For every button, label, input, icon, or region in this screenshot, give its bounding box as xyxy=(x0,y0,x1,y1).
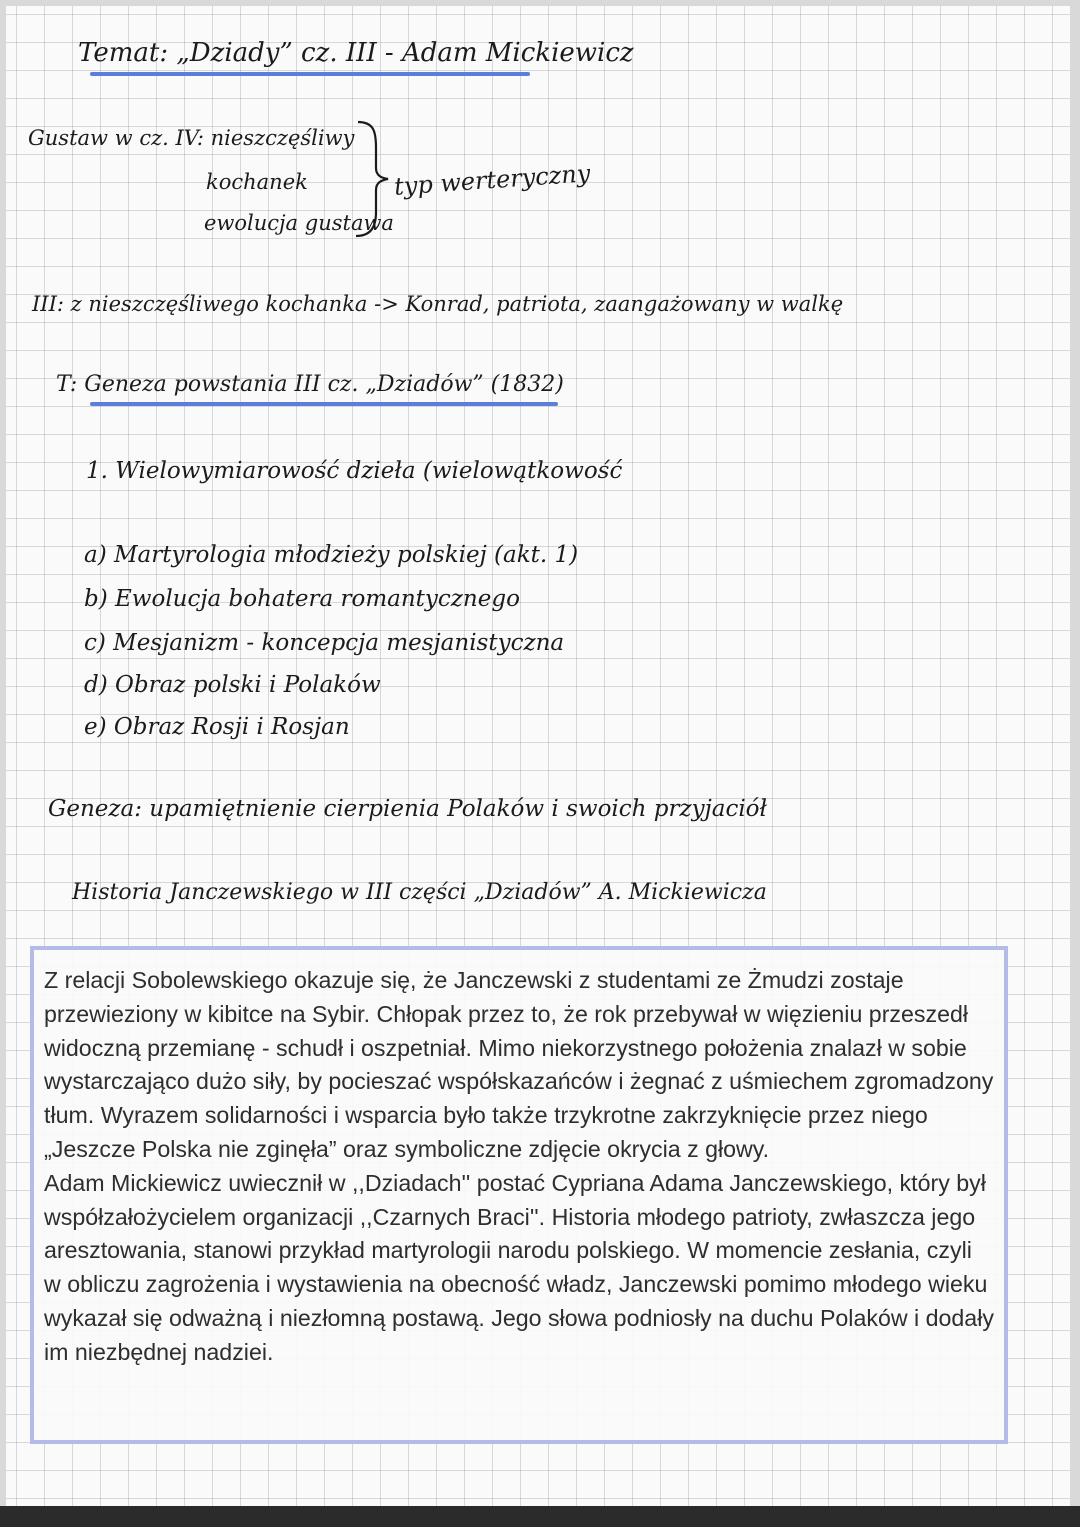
section-title-geneza: T: Geneza powstania III cz. „Dziadów” (1832) xyxy=(56,372,564,397)
ewolucja-note: ewolucja gustawa xyxy=(204,211,394,235)
point-1: 1. Wielowymiarowość dzieła (wielowątkowość xyxy=(86,458,623,484)
typed-paragraph-1: Z relacji Sobolewskiego okazuje się, że Janczewski z studentami ze Żmudzi zostaje przewieziony w kibitce na Sybir. Chłopak przez to, że rok przebywał w więzieniu przeszedł widoczną przemianę - schudł i oszpetniał. Mimo niekorzystnego położenia znalazł w sobie wystarczająco dużo siły, by pocieszać współskazańców i żegnać z uśmiechem zgromadzony tłum. Wyrazem solidarności i wsparcia było także trzykrotne zakrzyknięcie przez niego „Jeszcze Polska nie zginęła” oraz symboliczne zdjęcie okrycia z głowy. xyxy=(44,967,994,1162)
konrad-note: III: z nieszczęśliwego kochanka -> Konrad, patriota, zaangażowany w walkę xyxy=(32,292,844,316)
notebook-page xyxy=(6,6,1070,1506)
kochanek-note: kochanek xyxy=(206,170,308,194)
typed-text-box xyxy=(30,946,1008,1444)
list-item: a) Martyrologia młodzieży polskiej (akt. 1) xyxy=(84,542,579,568)
curly-brace-icon xyxy=(354,118,392,240)
page-title: Temat: „Dziady” cz. III - Adam Mickiewicz xyxy=(78,38,634,68)
scan-edge xyxy=(0,1506,1080,1527)
list-item: b) Ewolucja bohatera romantycznego xyxy=(84,586,520,612)
list-item: d) Obraz polski i Polaków xyxy=(84,672,381,698)
section-underline xyxy=(90,402,558,406)
list-item: c) Mesjanizm - koncepcja mesjanistyczna xyxy=(84,630,565,656)
typed-paragraph-2: Adam Mickiewicz uwiecznił w ,,Dziadach'' postać Cypriana Adama Janczewskiego, który był współzałożycielem organizacji ,,Czarnych Braci''. Historia młodego patrioty, zwłaszcza jego aresztowania, stanowi przykład martyrologii narodu polskiego. W momencie zesłania, czyli w obliczu zagrożenia i wystawienia na obecność władz, Janczewski pomimo młodego wieku wykazał się odważną i niezłomną postawą. Jego słowa podniosły na duchu Polaków i dodały im niezbędnej nadziei. xyxy=(44,1169,994,1365)
title-underline xyxy=(90,72,530,76)
typ-werteryczny-note: typ werteryczny xyxy=(393,159,592,201)
list-item: e) Obraz Rosji i Rosjan xyxy=(84,714,350,740)
gustaw-note: Gustaw w cz. IV: nieszczęśliwy xyxy=(28,126,355,150)
geneza-note: Geneza: upamiętnienie cierpienia Polaków i swoich przyjaciół xyxy=(48,796,767,822)
historia-note: Historia Janczewskiego w III części „Dziadów” A. Mickiewicza xyxy=(72,880,767,905)
